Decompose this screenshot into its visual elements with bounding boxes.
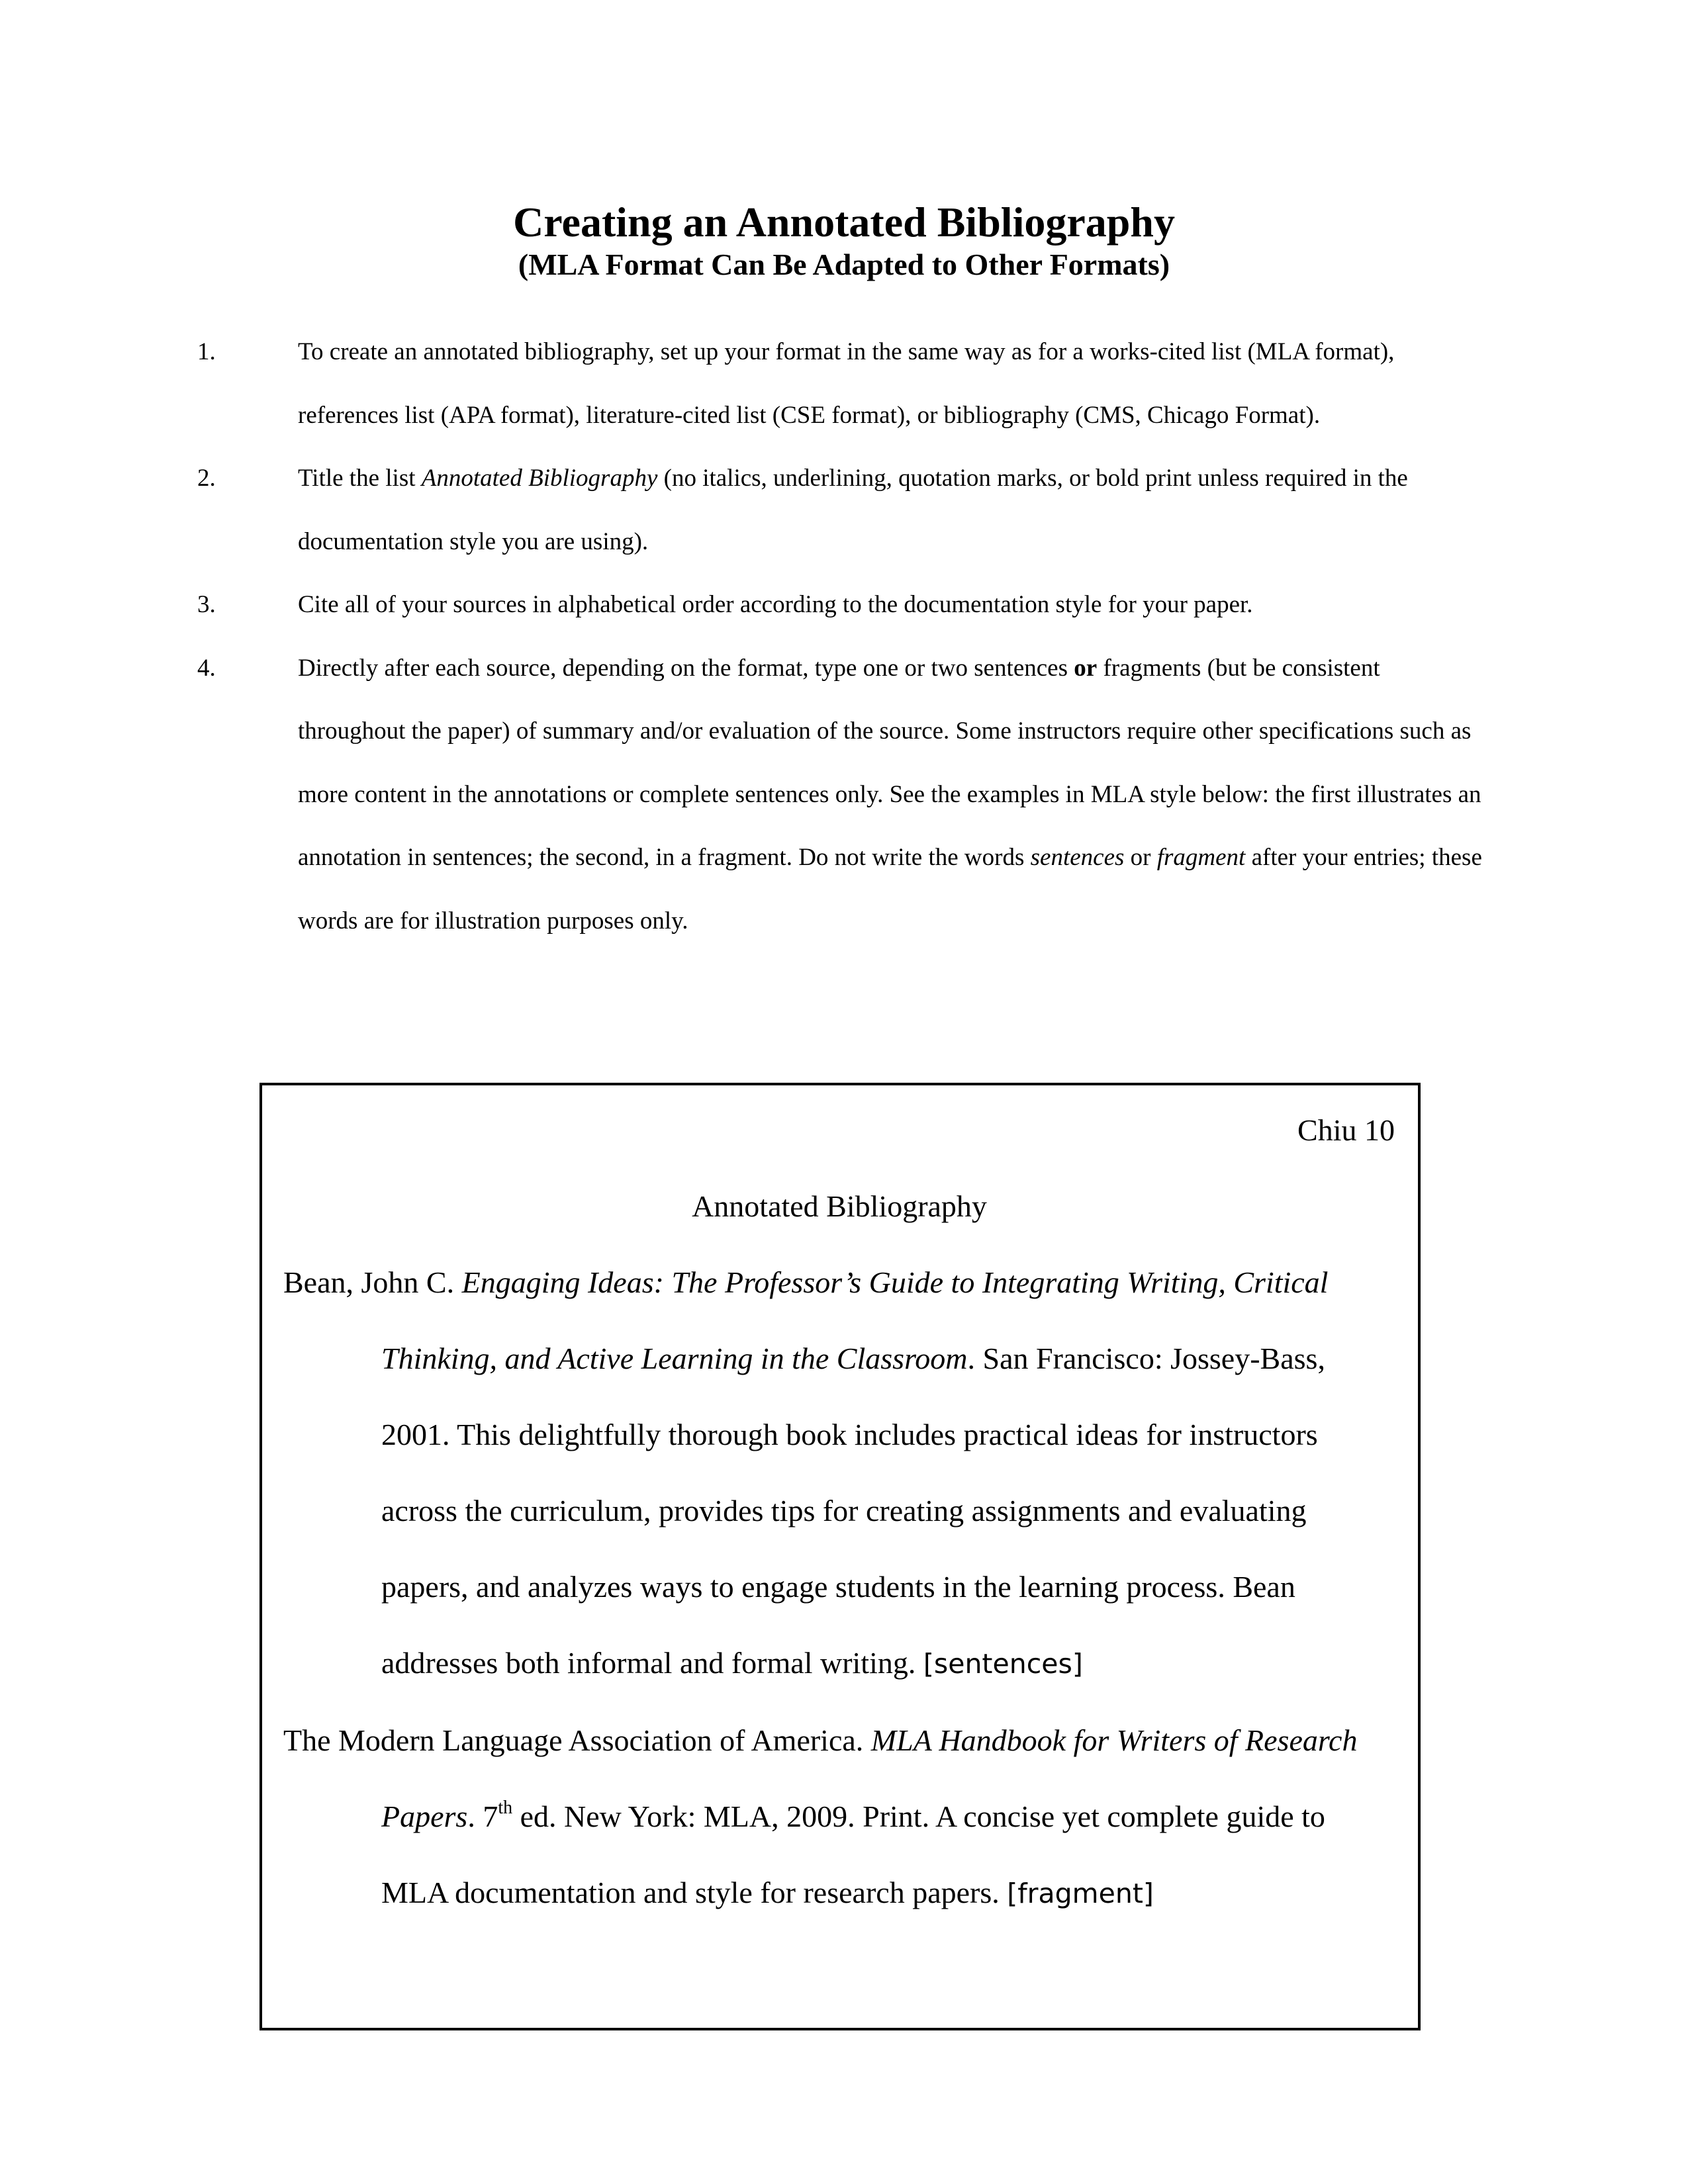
bibliography-entry [283,1244,1395,1702]
entry-edition-suffix: th [498,1797,513,1818]
bibliography-entry [283,1702,1395,1932]
step-text: Title the list Annotated Bibliography (no italics, underlining, quotation marks, or bold print unless required in the documentation style you are using). [298,465,1408,555]
example-page [283,1092,1395,1932]
entry-edition: . 7 [467,1799,498,1833]
step-item [0,320,1688,447]
entry-title: MLA Handbook for Writers of Research Papers [381,1723,1358,1833]
step-item [0,447,1688,573]
entry-author: The Modern Language Association of America. [283,1723,871,1757]
bibliography-heading: Annotated Bibliography [692,1189,987,1223]
entry-title: Engaging Ideas: The Professor’s Guide to Integrating Writing, Critical Thinking, and Active Learning in the Classroom [381,1265,1329,1375]
step-item [0,637,1688,953]
step-text: Directly after each source, depending on the format, type one or two sentences or fragments (but be consistent throughout the paper) of summary and/or evaluation of the source. Some instructors require other specifications such as more content in the annotations or complete sentences only. See the examples in MLA style below: the first illustrates an annotation in sentences; the second, in a fragment. Do not write the words sentences or fragment after your entries; these words are for illustration purposes only. [298,654,1482,934]
entry-author: Bean, John C. [283,1265,462,1299]
step-number: 3. [197,591,216,618]
page-header: Chiu 10 [1297,1113,1395,1147]
document-title: Creating an Annotated Bibliography [513,199,1175,246]
document-subtitle: (MLA Format Can Be Adapted to Other Formats) [518,248,1170,281]
step-number: 2. [197,465,216,492]
step-number: 1. [197,338,216,365]
entry-marker: [fragment] [1007,1878,1154,1909]
italic-term: fragment [1156,844,1246,871]
step-number: 4. [197,654,216,682]
italic-term: Annotated Bibliography [421,465,658,492]
example-box [259,1083,1421,2030]
step-item [0,573,1688,637]
italic-term: sentences [1030,844,1125,871]
steps-list [0,320,1688,952]
step-text: Cite all of your sources in alphabetical order according to the documentation style for your paper. [298,591,1253,618]
entry-annotation: This delightfully thorough book includes practical ideas for instructors across the curriculum, provides tips for creating assignments and evaluating papers, and analyzes ways to engage students in the learning process. Bean addresses both informal and formal writing. [381,1418,1318,1680]
entry-annotation: A concise yet complete guide to MLA documentation and style for research papers. [381,1799,1325,1909]
entry-publication: ed. New York: MLA, 2009. Print. [512,1799,936,1833]
bold-term: or [1074,654,1098,682]
entry-publication: . San Francisco: Jossey-Bass, 2001. [381,1342,1325,1451]
entry-marker: [sentences] [923,1648,1083,1680]
step-text: To create an annotated bibliography, set up your format in the same way as for a works-cited list (MLA format), references list (APA format), literature-cited list (CSE format), or bibliography (CMS, Chicago Format). [298,338,1395,429]
